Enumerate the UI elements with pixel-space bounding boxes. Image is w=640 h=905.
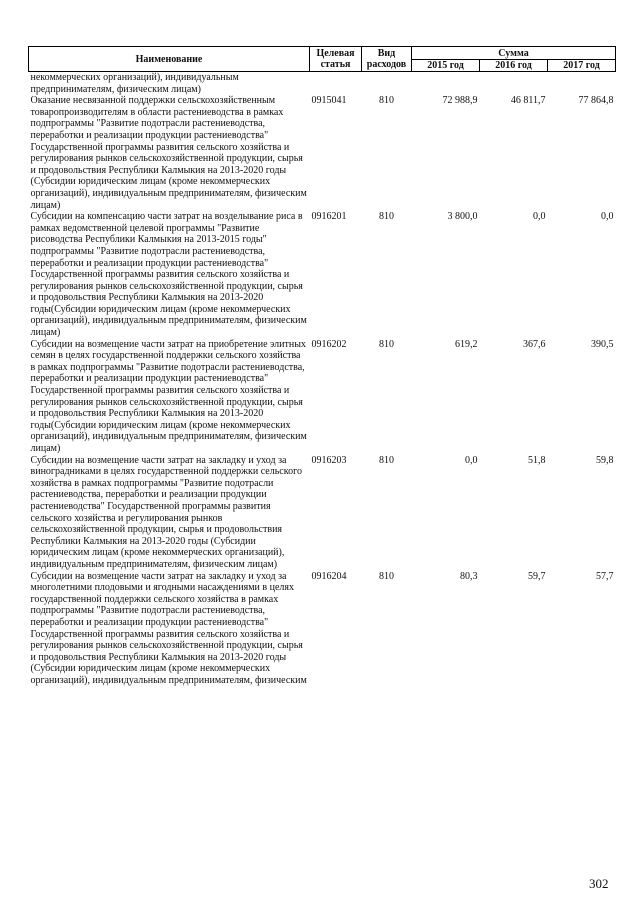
table-row xyxy=(29,95,616,211)
row-amount-2017: 57,7 xyxy=(596,570,614,582)
budget-table xyxy=(28,46,616,686)
table-row xyxy=(29,72,616,96)
code-header-line1: Целевая xyxy=(316,48,355,59)
row-amount-2015 xyxy=(412,72,480,96)
type-header-line2: расходов xyxy=(366,59,407,70)
row-code: 0915041 xyxy=(311,95,347,107)
row-code: 0916202 xyxy=(311,338,347,350)
table-row xyxy=(29,211,616,339)
row-amount-2015: 80,3 xyxy=(460,570,478,582)
row-amount-2015: 619,2 xyxy=(455,338,478,350)
column-header-2015: 2015 год xyxy=(412,60,480,72)
row-code: 0916201 xyxy=(311,211,347,223)
row-code: 0916203 xyxy=(311,454,347,466)
column-header-2017: 2017 год xyxy=(548,60,616,72)
row-amount-2017 xyxy=(548,72,616,96)
row-code: 0916204 xyxy=(311,570,347,582)
row-amount-2015: 3 800,0 xyxy=(447,211,478,223)
row-amount-2016: 367,6 xyxy=(523,338,546,350)
row-amount-2015: 0,0 xyxy=(465,454,478,466)
row-amount-2016: 0,0 xyxy=(533,211,546,223)
row-amount-2016 xyxy=(480,72,548,96)
row-name: Субсидии на возмещение части затрат на приобретение элитных семян в целях государственной поддержки сельского хозяйства в рамках подпрограммы "Развитие подотрасли растениеводства, переработки и реализации продукции растениеводства" Государственной программы развития сельского хозяйства и регулирования рынков сельскохозяйственной продукции, сырья и продовольствия Республики Калмыкия на 2013-2020 годы(Субсидии юридическим лицам (кроме некоммерческих организаций), индивидуальным предпринимателям, физическим лицам) xyxy=(30,338,307,454)
column-header-sum: Сумма xyxy=(412,47,616,60)
row-amount-2017: 390,5 xyxy=(591,338,614,350)
page-number: 302 xyxy=(589,876,609,891)
row-type: 810 xyxy=(379,95,394,107)
table-row xyxy=(29,455,616,571)
row-type: 810 xyxy=(379,454,394,466)
row-name: некоммерческих организаций), индивидуальным предпринимателям, физическим лицам) xyxy=(30,72,239,95)
row-amount-2016: 46 811,7 xyxy=(510,95,546,107)
row-amount-2016: 51,8 xyxy=(528,454,546,466)
column-header-code xyxy=(310,47,362,72)
row-amount-2015: 72 988,9 xyxy=(442,95,478,107)
table-body xyxy=(29,72,616,687)
row-code xyxy=(310,72,362,96)
row-name: Субсидии на возмещение части затрат на закладку и уход за многолетними плодовыми и ягодными насаждениями в целях государственной поддержки сельского хозяйства в рамках подпрограммы "Развитие подотрасли растениеводства, переработки и реализации продукции растениеводства" Государственной программы развития сельского хозяйства и регулирования рынков сельскохозяйственной продукции, сырья и продовольствия Республики Калмыкия на 2013-2020 годы (Субсидии юридическим лицам (кроме некоммерческих организаций), индивидуальным предпринимателям, физическим xyxy=(30,570,307,686)
row-amount-2017: 77 864,8 xyxy=(578,95,614,107)
row-type: 810 xyxy=(379,570,394,582)
table-header xyxy=(29,47,616,72)
column-header-2016: 2016 год xyxy=(480,60,548,72)
row-amount-2016: 59,7 xyxy=(528,570,546,582)
row-amount-2017: 59,8 xyxy=(596,454,614,466)
row-name: Субсидии на возмещение части затрат на закладку и уход за виноградниками в целях государственной поддержки сельского хозяйства в рамках подпрограммы "Развитие подотрасли растениеводства, переработки и реализации продукции растениеводства" Государственной программы развития сельского хозяйства и регулирования рынков сельскохозяйственной продукции, сырья и продовольствия Республики Калмыкия на 2013-2020 годы (Субсидии юридическим лицам (кроме некоммерческих организаций), индивидуальным предпринимателям, физическим лицам) xyxy=(30,454,302,570)
column-header-type xyxy=(362,47,412,72)
type-header-line1: Вид xyxy=(377,48,396,59)
row-type xyxy=(362,72,412,96)
row-amount-2017: 0,0 xyxy=(601,211,614,223)
row-name: Субсидии на компенсацию части затрат на возделывание риса в рамках ведомственной целевой программы "Развитие рисоводства Республики Калмыкия на 2013-2015 годы" подпрограммы "Развитие подотрасли растениеводства, переработки и реализации продукции растениеводства" Государственной программы развития сельского хозяйства и регулирования рынков сельскохозяйственной продукции, сырья и продовольствия Республики Калмыкия на 2013-2020 годы(Субсидии юридическим лицам (кроме некоммерческих организаций), индивидуальным предпринимателям, физическим лицам) xyxy=(30,211,307,339)
code-header-line2: статья xyxy=(320,59,351,70)
budget-document xyxy=(28,46,615,686)
row-type: 810 xyxy=(379,211,394,223)
row-name: Оказание несвязанной поддержки сельскохозяйственным товаропроизводителям в области растениеводства в рамках подпрограммы "Развитие подотрасли растениеводства, переработки и реализации продукции растениеводства" Государственной программы развития сельского хозяйства и регулирования рынков сельскохозяйственной продукции, сырья и продовольствия Республики Калмыкия на 2013-2020 годы (Субсидии юридическим лицам (кроме некоммерческих организаций), индивидуальным предпринимателям, физическим лицам) xyxy=(30,95,307,211)
table-row xyxy=(29,339,616,455)
table-row xyxy=(29,571,616,687)
row-type: 810 xyxy=(379,338,394,350)
column-header-name: Наименование xyxy=(29,47,310,72)
